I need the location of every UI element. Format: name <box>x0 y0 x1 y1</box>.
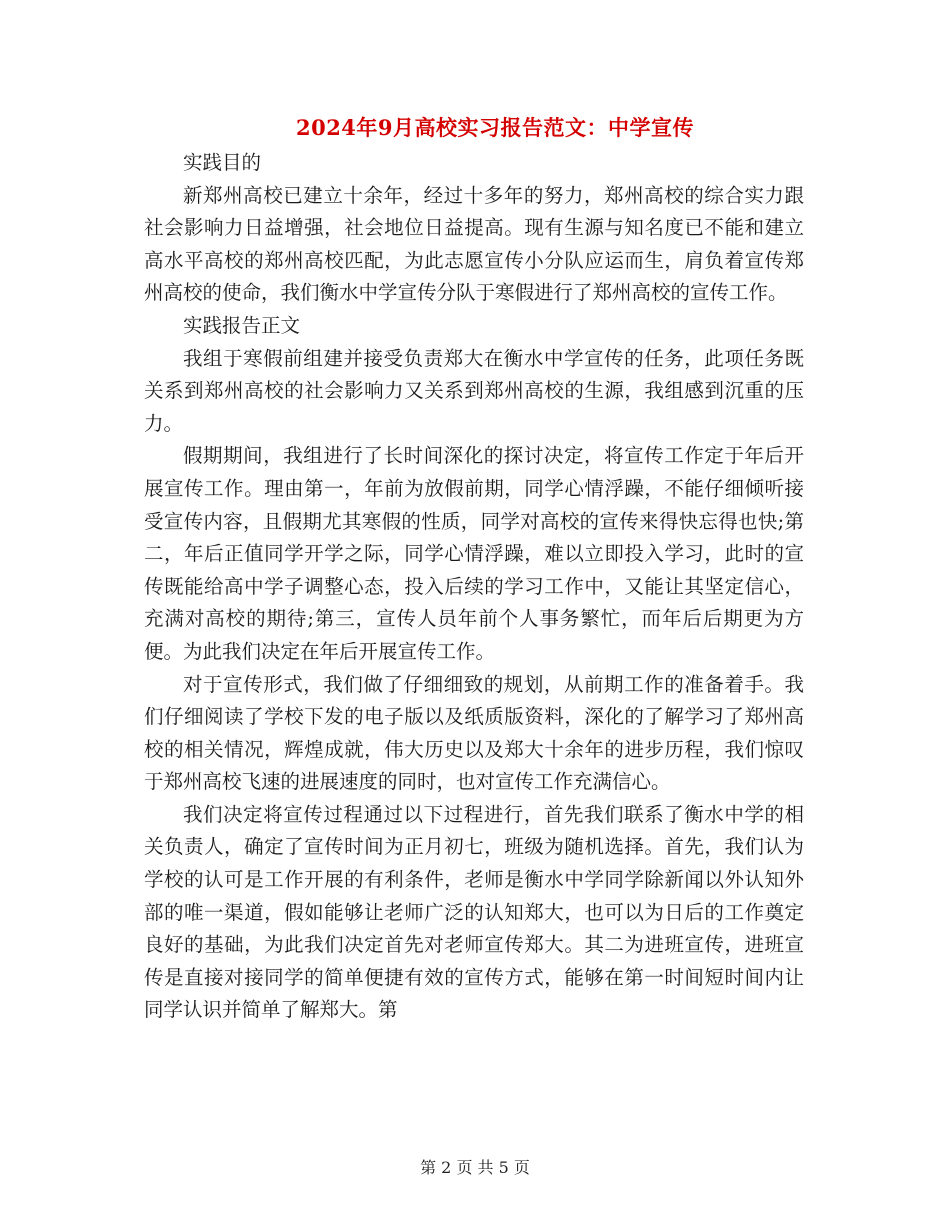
document-body <box>144 147 804 1027</box>
paragraph: 新郑州高校已建立十余年，经过十多年的努力，郑州高校的综合实力跟社会影响力日益增强，社会地位日益提高。现有生源与知名度已不能和建立高水平高校的郑州高校匹配，为此志愿宣传小分队应运而生，肩负着宣传郑州高校的使命，我们衡水中学宣传分队于寒假进行了郑州高校的宣传工作。 <box>144 183 804 305</box>
document-title: 2024年9月高校实习报告范文：中学宣传 <box>295 115 695 140</box>
paragraph: 我组于寒假前组建并接受负责郑大在衡水中学宣传的任务，此项任务既关系到郑州高校的社会影响力又关系到郑州高校的生源，我组感到沉重的压力。 <box>144 346 804 435</box>
section-heading: 实践报告正文 <box>183 313 301 337</box>
paragraph: 假期期间，我组进行了长时间深化的探讨决定，将宣传工作定于年后开展宣传工作。理由第一，年前为放假前期，同学心情浮躁，不能仔细倾听接受宣传内容，且假期尤其寒假的性质，同学对高校的宣传来得快忘得也快;第二，年后正值同学开学之际，同学心情浮躁，难以立即投入学习，此时的宣传既能给高中学子调整心态，投入后续的学习工作中，又能让其坚定信心，充满对高校的期待;第三，宣传人员年前个人事务繁忙，而年后后期更为方便。为此我们决定在年后开展宣传工作。 <box>144 444 804 663</box>
paragraph: 对于宣传形式，我们做了仔细细致的规划，从前期工作的准备着手。我们仔细阅读了学校下发的电子版以及纸质版资料，深化的了解学习了郑州高校的相关情况，辉煌成就，伟大历史以及郑大十余年的进步历程，我们惊叹于郑州高校飞速的进展速度的同时，也对宣传工作充满信心。 <box>144 672 804 794</box>
section-heading: 实践目的 <box>183 151 262 174</box>
paragraph: 我们决定将宣传过程通过以下过程进行，首先我们联系了衡水中学的相关负责人，确定了宣传时间为正月初七，班级为随机选择。首先，我们认为学校的认可是工作开展的有利条件，老师是衡水中学同学除新闻以外认知外部的唯一渠道，假如能够让老师广泛的认知郑大，也可以为日后的工作奠定良好的基础，为此我们决定首先对老师宣传郑大。其二为进班宣传，进班宣传是直接对接同学的简单便捷有效的宣传方式，能够在第一时间短时间内让同学认识并简单了解郑大。第 <box>144 802 804 1022</box>
page-footer: 第 2 页 共 5 页 <box>420 1158 530 1177</box>
